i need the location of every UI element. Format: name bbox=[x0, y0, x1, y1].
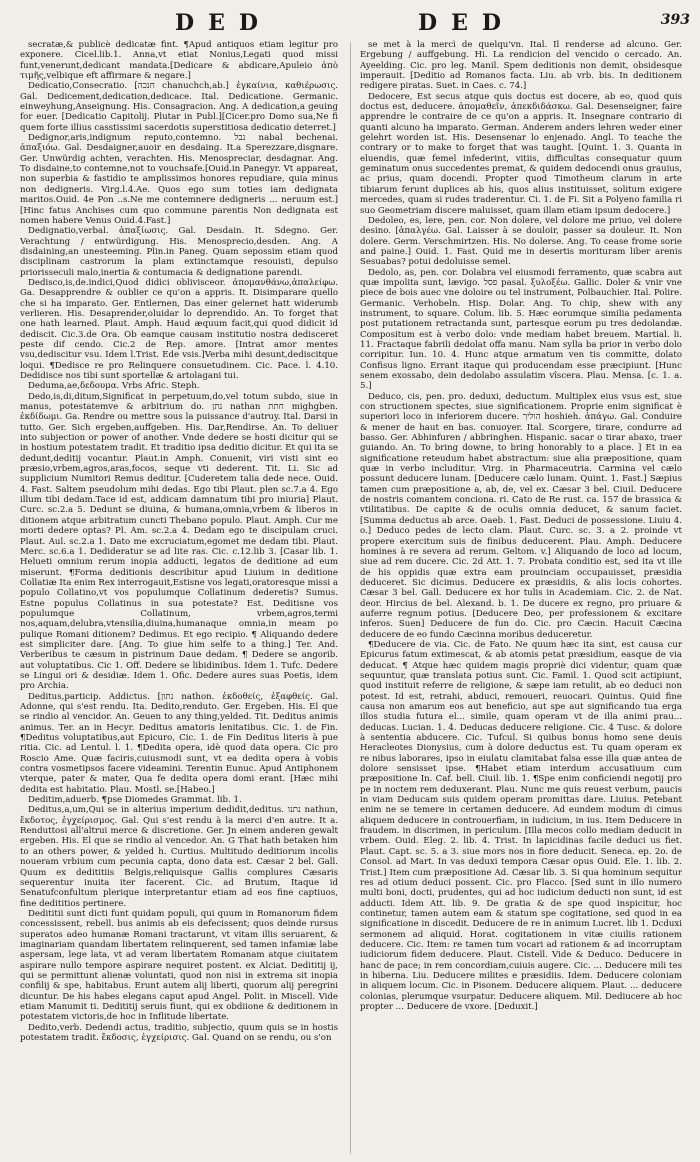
dictionary-entry: Deduma,ae,δεδουμα. Vrbs Afric. Steph. bbox=[28, 381, 200, 392]
left-guide-word: DED bbox=[175, 10, 272, 36]
dictionary-entry: Dedoleo, es, lere, pen. cor. Non dolere, vel dolore me priuo, vel dolere desino. [ἀπαλγέω. Gal. Laisser à se douloir, passer sa douleur. It. Non dolere. Germ. Verschmirtzen. His. No dolerse. Ang. To cease frome sorie and paine.] Ouid. 1. Fast. Quid me in desertis morituram liber arenis Sesuabas? potui dedoluisse semel. bbox=[360, 215, 682, 268]
dictionary-entry: Deditus,particip. Addictus. [נתון nathon. ἐκδοθείς, ἐξαφθείς. Gal. Adonne, qui s'est rendu. Ita. Dedito,renduto. Ger. Ergeben. His. El que se rindio al vencidor. An. Geuen to any thing,yelded. Tit. Deditus animis animus. Ter. an in Hecyr. Deditus amatoris lenitatibus. Cic. 1. de Fin. ¶Deditus voluptatibus,aut Epicuro, Cic. 1. de Fin Deditus literis à pue ritia. Cic. ad Lentul. l. 1. ¶Dedita opera, idè quod data opera. Cic pro Roscio Ame. Quæ faciris,cuiusmodi sunt, vt ea dedita opera à vobis contra vosmetipsos facere videamini. Terentin Eunuc. Apud Antiphonem vterque, pater & mater, Qua fe dedita opera domi erant. [Hæc mihi dedita est habitatio. Plau. Mostl. se.[Habeo.] bbox=[20, 691, 338, 795]
dictionary-entry: Dedititii sunt dicti funt quidam populi, qui quum in Romanorum fidem concessissent, rebell. bus animis ab eis defecissent; quos deinde rursus superatos adeo humanæ Romani tractarunt, vt vitam illis seruarent, & imaginariam quandam libertatem relinquerent, sed tamen infamiæ labe aspersam, lege lata, vt ad veram libertatem Romanam atque ciuitatem aspirare nullo tempore aspirare nequiret postent. ex Alciat. Dedititij ij, qui se permittunt alienæ voluntati, quod non nisi in extrema sit inopia confilij & spe, habitabus. Erunt autem alij liberti, quorum alij peregrini dicuntur. De his habes elegans caput apud Angel. Polit. in Miscell. Vide etiam Manumit ti. Dedititij seruis fiunt, qui ex obdiione & deditionem in potestatem victoris,de hoc in Inflitude libertate. bbox=[20, 908, 338, 1023]
dictionary-entry: Dedito,verb. Dedendi actus, traditio, subjectio, quum quis se in hostis potestatem tradit. ἔκδοσις, ἐγχείρισις. Gal. Quand on se rendu, ou s'on bbox=[20, 1022, 338, 1043]
page-number: 393 bbox=[660, 12, 690, 28]
dictionary-entry: se met à la mercì de quelqu'vn. Ital. Il renderse ad alcuno. Ger. Ergebung / auffgebung. Hi. La rendicion del vencido o cercado. An. Ayeelding. Cic. pro leg. Manil. Spem deditionis non demit, obsidesque imperauit. [Deditio ad Romanos facta. Liu. ab vrb. bis. In deditionem redigere piratas. Suet. in Caes. c. 74.] bbox=[360, 40, 682, 92]
dictionary-entry: Dedicatio,Consecratio. [חנכה chanuchch,ab.] ἐγκαίνια, καθιέρωσις. Gal. Dedicement,dedication,dedicace. Ital. Dedicatione. Germanic. einweyhung,Anseignung. His. Consagracion. Ang. A dedication,a geuing for euer. [Dedicatio Capitolij. Plutar in Publ.][Cicer.pro Domo sua,Ne fi quem forte illius casstissimi sacerdotis superstitiosa dedicatio deterret.] bbox=[20, 81, 338, 133]
dictionary-entry: Dedisco,is,de.indici,Quod didici oblivisceor. ἀπομανθάνω,ἀπαλείφω. Ga. Desapprendre & oublier ce qu'on a appris. It. Disimparare quello che si ha imparato. Ger. Entlernen, Das einer gelernet hatt widerumb verlieren. His. Desaprender,oluidar lo deprendido. An. To forget that one hath learned. Plaut. Amph. Haud æquum facit,qui quod didicit id dediscit. Cic.3.de Ora. Ob eamque causam institutio nostra dedisceret peste dif cendo. Cic.2 de Rep. amore. [Intrat amor mentes vsu,dediscitur vsu. Idem l.Trist. Ede vsis.]Verba mihi desunt,dediscitque loqui. ¶Dedisce re pro Relinquere consuetudinem. Cic. Pace. l. 4.10. Dedidisce nos tibi sunt sportellæ & artolagani tui. bbox=[20, 277, 338, 381]
dictionary-entry: secratæ,& publicè dedicatæ fint. ¶Apud antiquos etiam legitur pro exponere. Cicel.lib.1. Anna,vt etiat Nonius,Legati quod missi funt,venerunt,dedicant mandata.[Dedicare & abdicare,Apuleio ἀπὸ τιμῆς,velbique eft affirmare & negare.] bbox=[20, 40, 338, 82]
running-header bbox=[0, 6, 700, 40]
dictionary-entry: Deduco, cis, pen. pro. deduxi, deductum. Multiplex eius vsus est, siue con structionem spectes, siue significationem. Proprie enim significat è superiori loco in inferiorem ducere. הוליך hoshieh. ἀπάγω. Gal. Conduire & mener de haut en bas. conuoyer. Ital. Scorgere, tirare, condurre ad basso. Ger. Abhinfuren / abbringhen. Hispanic. sacar o tirar abaxo, traer guiando. An. To bring downe, to bring honorably to a place. ] Et in ea significatione reteudum habet abstractum: siue alia præpositione, quam quæ in verbo includitur. Virg. in Pharmaceutria. Carmina vel cælo possunt deducere lunam. [Deducere cælo lunam. Quint. 1. Fast.] Sæpius tamen cum præpositione a, ab, de, vel ex. Cæsar 3 bel. Ciuil. Deducere de nostris comantem conciona. ri. Cato de Re rust. ca. 157 de brassica & vtilitatibus. De capite & de oculis omnia deducet, & sanum faciet. [Summa deductus ab arce. Oaeb. 1. Fast. Deduci de possessione. Liuiu 4. o.] Deduco pedes de lecto clam. Plaut. Curc. sc. 3. a 2. proinde vt propere exercitum suis de finibus deducerent. Plau. Amph. Deducere homines à re severa ad rerum. Geltom. v.] Aliquando de loco ad locum, siue ad rem ducere. Cic. 2d Att. 1. 7. Probata conditio est, sed ita vt ille de his oppidis quæ extra eam prouinciam occupauisset, præsidia deduceret. Sic dicimus. Deducere ex præsidiis, & alis locis cohortes. Cæsar 3 bel. Gall. Deducere ex hor tulis in Academiam. Cic. 2. de Nat. deor. Hircius de bel. Alexand. b. 1. De ducere ex regno, pro priuare & auferre regnum potius. [Deducere Deo, per professionem & excitare inferos. Suen] Deducere de fun do. Cic. pro Cæcin. Hacuit Cæcina deducere de eo fundo Cæcinna moribus deduceretur. bbox=[360, 391, 682, 640]
right-column bbox=[360, 40, 682, 1156]
dictionary-entry: Deditus,a,um,Qui se in alterius imperium dedidit,deditus. נתנו nathun, ἔκδοτος, ἐγχείρισμος. Gal. Qui s'est rendu à la merci d'en autre. It a. Renduttosi all'altrui merce & discretione. Ger. Jn einem anderen gewalt ergeben. His. El que se rindio al vencedor. An. G That hath betaken him to an others power, & yelded h. Curtius. Multitudo deditiorum incolis noueram vrbium cum pecunia capta, dono data est. Cæsar 2 bel. Gall. Quum ex dedititiis Belgis,reliquisque Gallis complures Cæsaris sequerentur inuita iter facerent. Cic. ad Brutum, Itaque id Senatufconfultum plerique interpretantur etiam ad eos fine captiuos, fine dedititios pertinere. bbox=[20, 805, 338, 909]
column-divider bbox=[350, 42, 351, 1154]
left-column bbox=[20, 40, 338, 1156]
dictionary-entry: Dedocere, Est secus atque quis doctus est docere, ab eo, quod quis doctus est, deducere. ἀπομαθεῖν, ἀπεκδιδάσκω. Gal. Desenseigner, faire apprendre le contraire de ce qu'on a appris. It. Insegnare contrario di quanti alcuno ha imparato. German. Anderem anders lehren weder einer gelehrt worden ist. His. Desensenar lo enjenado. Angl. To teache the contrary or to make to forget that was taught. [Quint. 1. 3. Quanta in eluendis, quæ femel infederint, vitiis, difficultas consequatur quum geminatum onus succedentes premat, & quidem dedocendi onus grauius, ac prius, quam docendi. Propter quod Timotheum clarum in arte tibiarum ferunt duplices ab his, quos alius instituisset, solitum exigere mercedes, quam si rudes traderentur. Ci. 1. de Fi. Sit a Polyeno familia ri suo Geometriam discere maluisset, quam illam etiam ipsum dedocere.] bbox=[360, 91, 682, 216]
right-guide-word: DED bbox=[418, 10, 515, 36]
dictionary-entry: Dedignatio,verbal. ἀπαξίωσις. Gal. Desdain. It. Sdegno. Ger. Verachtung / entwürdigung. His. Menosprecio,desden. Ang. A disdaining,an unesteeming. Plin.in Paneg. Quam sepossim etiam quod disciplinam castrorum la plam extinctamque resouisti, depulso priorisseculi malo,inertia & contumacia & dedignatione parendi. bbox=[20, 226, 338, 278]
dictionary-entry: Deditim,aduerb. ¶pse Diomedes Grammat. lib. 1. bbox=[28, 795, 242, 806]
dictionary-entry: ¶Deducere de via. Cic. de Fato. Ne quum hæc ita sint, est causa cur Epicurus fatum extimescat, & ab atomis petat præsidium, easque de via deducat. ¶ Atque hæc quidem magis propriè dici videntur, quam quæ sequuntur, quæ translata potius sunt. Cic. Famil. 1. Quod scit actipiunt, quod instituit referre de religione, & sæpe iam retulit, ab eo deduci non potest. Id est, retrahi, abduci, remoueri, reuocari. Quintus. Quid fine causa non amarum eos aut beneficio, aut spe aut significando tua erga illos studia futura el... simile, quam operam vt de illa animi prau... deducas. Lucian. 1. 4. Deducas deducere religione. Cic. 4 Tusc. & dolore à sententia abducere. Cic. Tufcul. Si quibus bonus homo sene deuis Heracleotes Dionysius, cum à dolore deductus est. Tu quam operam ex re nibus laborares, ipso in eiulatu clamitabat falsa esse illa quæ antea de dolore sensisset ipse. ¶Habet etiam interdum accusatiuum cum præpositione In. Caf. bell. Ciuil. lib. 1. ¶Spe enim conficiendi negotij pro pe in noctem rem deduxerant. Plau. Nunc me quis reuest verbum, paucis in viam Deducam suis quidem operam promittas dare. Liuius. Petebant enim ne se temere in certamen deducere. Ad eundem modum di cimus aliquem deducere in controuerfiam, in iudicium, in ius. Item Deducere in fraudem. in discrimen, in periculum. [Illa mecos collo mediam deducit in vrbem. Ouid. Eleg. 2. lib. 4. Trist. In lapicidinas facile deduci us fiet. Plaut. Capt. sc. 5. a 3. siue mors nos in fiore deducit. Seneca. ep. 2o. de Consol. ad Mart. In vas deduxi tempora Cæsar opus Ouid. Ele. 1. lib. 2. Trist.] Item cum præpositione Ad. Cæsar lib. 3. Si qua hominum sequitur res ad otium deduci possent. Cic. pro Flacco. [Sed sunt in illo numero multi boni, docti, prudentes, qui ad hoc iudicium deducti non sunt, id est adducti. Idem Att. lib. 9. De gratia & de spe quod inspicitur, hoc continetur, tamen autem eam & statum spe cogitatione, sed quod in ea significatione in discedit. Deducere de re in animum Lucret. lib 1. Dcduxi sermonem ad aliquid. Horat. cogitationem in vitæ ciuilis rationem deducere. Cic. Item: re tamen tum vocari ad rationem & ad incorruptam iudiciorum fidem deducere. Plaut. Cistell. Vide & Deduco. Deducere in hanc de pace; in rem concordiam,cuiuis augere. Cic. ... Deducere mili tes in hiberna. Liu. Deducere milites e præsidiis. Idem. Deducere coloniam in aliquem locum. Cic. in Pisonem. Deducere aliquem. Plaut. ... deducere colonias, plerumque vsurpatur. Deducere aliquem. Mil. Dediucere ab hoc propter ... Deducere de vxore. [Deduxit.] bbox=[360, 639, 682, 1012]
dictionary-entry: Dedo,is,di,ditum,Significat in perpetuum,do,vel totum subdo, siue in manus, potestatemve & arbitrium do. נתן nathan חתת mighgben. ἐκδίδωμι. Ga. Rendre ou mettre sous la puissance d'autruy. Ital. Darsi in tutto. Ger. Sich ergeben,auffgeben. His. Dar,Rendirse. An. To deliuer into subjection or power of another. Vnde dedere se hosti dicitur qui se in hostium potestatem tradit. Et traditio ipsa deditio dicitur. Et qui ita se dedunt,deditij vocantur. Plaut.in Amph. Conuenit, viri visti sint eo præsio,vrbem,agros,aras,focos, seque vti dederent. Tit. Li. Sic ad supplicium Numitori Remus deditur. [Cuderetem talia dede nece. Ouid. 4. Fast. Saltem pseudolum mihi dedas. Ego tibi Plaut. plen sc.7.a 4. Ego illum tibi dedam.Tace id est, addicam damnatum tibi pro iniuria] Plaut. Curc. sc.2.a 5. Dedunt se diuina, & humana,omnia,vrbem & liberos in ditionem atque arbitratum cuncti Thebano populo. Plaut. Amph. Cur me morti dedere optas? Pl. Am. sc.2.a 4. Dedam ego te discipulam cruci. Plaut. Aul. sc.2.a 1. Dato me excruciatum,egomet me dedam tibi. Plaut. Merc. sc.6.a 1. Dedideratur se ad lite ras. Cic. c.12.lib 3. [Casar lib. 1. Helueti omnium rerum inopia adducti, legatos de deditione ad eum miserunt. ¶Forma deditionis describitur apud Liuium in deditione Collatiæ Ita enim Rex interrogauit,Estisne vos legati,oratoresque missi a populo Collatino,vt vos populumque Collatinum dederetis? Sumus. Estne populus Collatinus in sua potestate? Est. Deditisne vos populumque Collatinum, vrbem,agros,termi nos,aquam,delubra,vtensilia,diuina,humanaque omnia,in meam po pulique Romani ditionem? Dedimus. Et ego recipio. ¶ Aliquando dedere est simpliciter dare. [Ang. To giue him selfe to a thing.] Ter. And. Verberibus te cæsum in pistrinum Daue dedam. ¶ Dedere se angorib. aut voluptatibus. Cic 1. Off. Dedere se libidinibus. Idem 1. Tufc. Dedere se Lingui ori & desidiæ. Idem 1. Ofic. Dedere aures suas Poetis, idem pro Archia. bbox=[20, 391, 338, 692]
dictionary-entry: Dedolo, as, pen. cor. Dolabra vel eiusmodi ferramento, quæ scabra aut quæ impolita sunt, lævigo. פסל pasal. ξυλοξέω. Gallic. Doler & vnir vne piece de bois auec vne doloire ou tel instrument, Polbauchier. Ital. Polire. Germanic. Verhobeln. Hisp. Dolar. Ang. To chip, shew with any instrument, to square. Colum. lib. 5. Hæc eorumque similia pedamenta post putationem retractanda sunt, partesque eorum pu tres dedolandæ. Compositum est à verbo dolo: vnde mediam habet breuem. Martial. li. 11. Fractaque fabrili dedolat offa manu. Nam sylla ba prior in verbo dolo corripitur. Iun. 10. 4. Hunc atque armatum ven tis committe, dolato Confisus ligno. Errant itaque qui producendam esse præcipiunt. [Hunc senem exossabo, dein dedolabo assulatim vîscera. Plau. Mensa. [c. 1. a. 5.] bbox=[360, 267, 682, 392]
dictionary-entry: Dedignor,aris,indignum reputo,contemno. נבל nabal bechenai. ἀπαξιόω. Gal. Desdaigner,auoir en desdaing. It.a Sperezzare,disgnare. Ger. Unwürdig achten, verachten. His. Menospreciar, desdagnar. Ang. To disdaine,to contemne,not to vouchsafe.[Ouid.in Panegyr. Vt appareat, non superbia & fastidio te amplissimos honores repudiare, quia minus non dedigneris. Virg.l.4.Ae. Quos ego sum toties iam dedignata maritos.Ouid. 4e Pon ..s.Ne me contemnere dedigneris ... neruum est.] [Hinc fatus Anchises cum quo commune parentis Non dedignata est nomen habere Venus Ouid.4.Fast.] bbox=[20, 133, 338, 226]
